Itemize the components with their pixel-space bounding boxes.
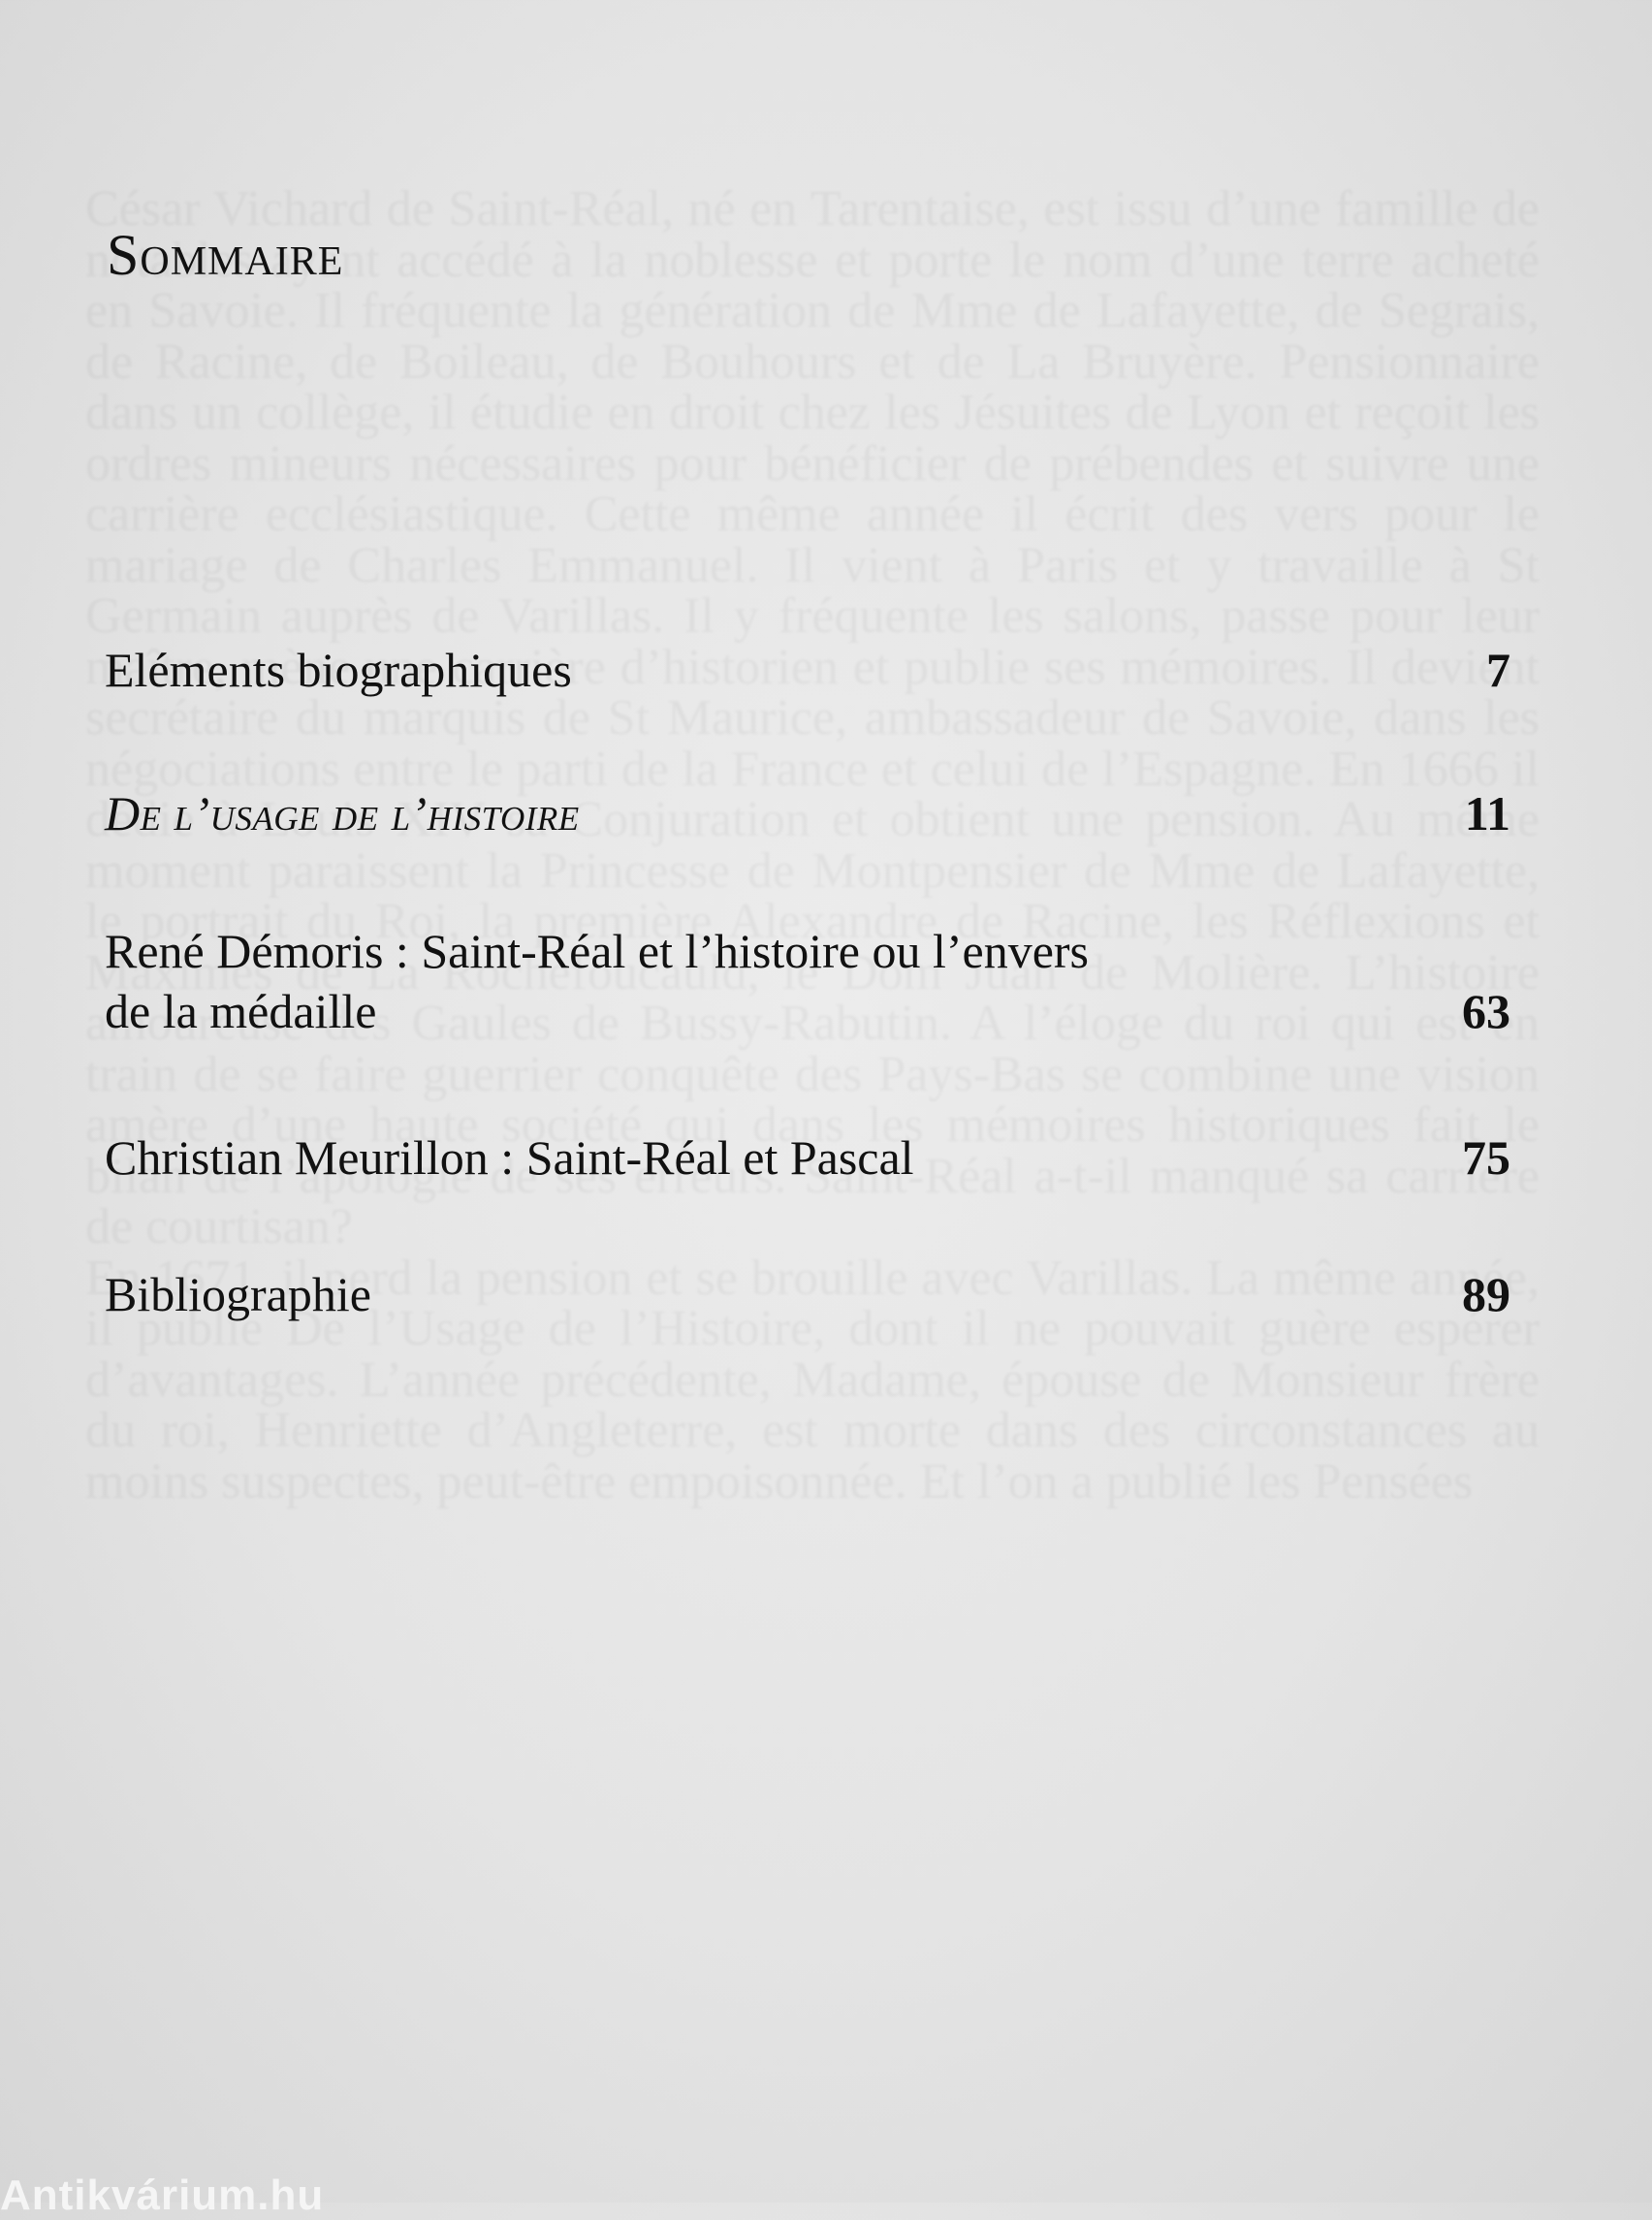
toc-entry-page: 75	[1462, 1130, 1510, 1185]
toc-entry-demoris-essay[interactable]	[105, 921, 1510, 1041]
toc-entry-title: Bibliographie	[105, 1267, 371, 1321]
toc-entry-title: De l’usage de l’histoire	[105, 786, 580, 840]
toc-entry-meurillon-essay[interactable]	[105, 1127, 1510, 1188]
toc-entry-usage-of-history[interactable]	[105, 783, 1510, 843]
toc-entry-page: 7	[1486, 643, 1510, 697]
watermark-text: Antikvárium.hu	[0, 2172, 325, 2219]
toc-entry-page: 63	[1462, 984, 1510, 1038]
toc-entry-page: 89	[1462, 1267, 1510, 1321]
toc-entry-title: Christian Meurillon : Saint-Réal et Pascal	[105, 1130, 914, 1185]
toc-entry-title: Eléments biographiques	[105, 643, 572, 697]
page-title: Sommaire	[107, 223, 344, 287]
toc-entry-page: 11	[1464, 786, 1510, 840]
toc-entry-biographical-elements[interactable]	[105, 640, 1510, 700]
toc-entry-bibliography[interactable]	[105, 1264, 1510, 1324]
toc-entry-title: René Démoris : Saint-Réal et l’histoire ou l’envers de la médaille	[105, 924, 1090, 1038]
